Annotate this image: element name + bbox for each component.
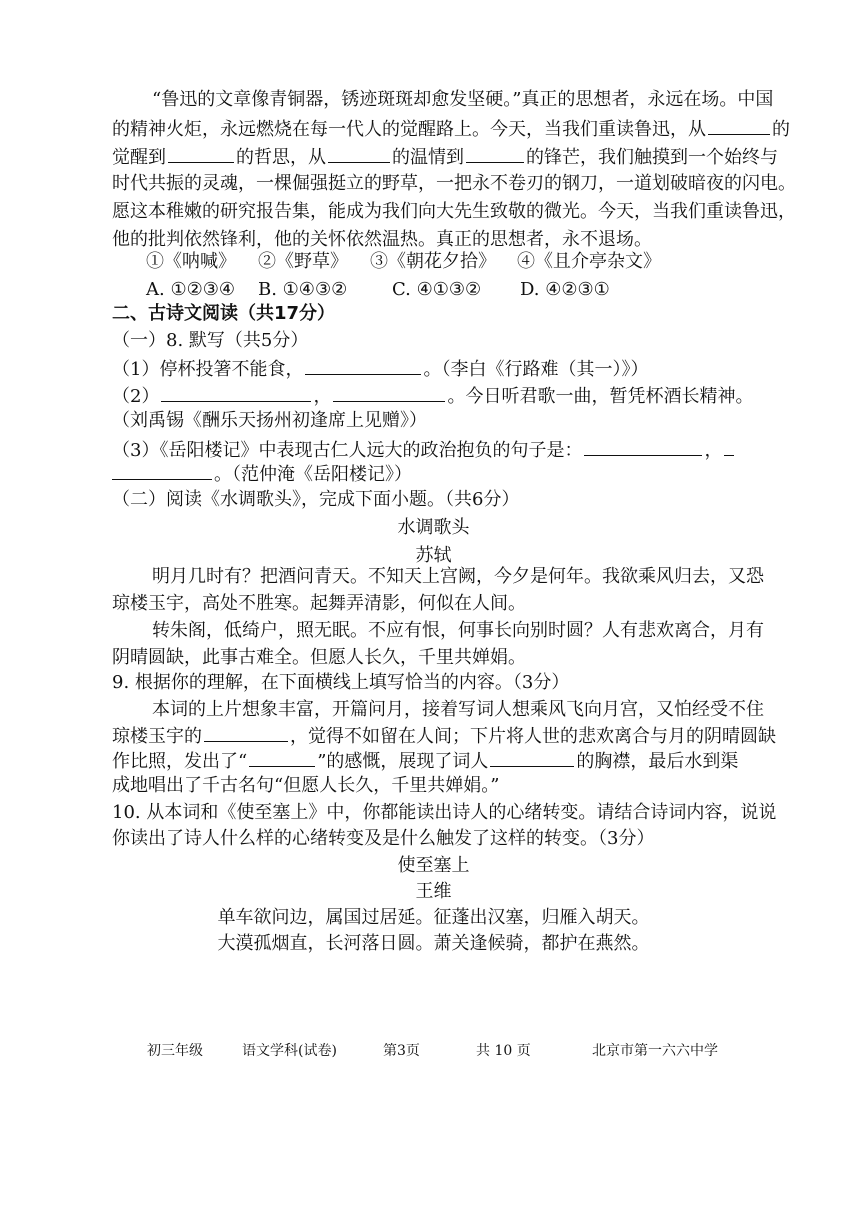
passage-text: 的精神火炬，永远燃烧在每一代人的觉醒路上。今天，当我们重读鲁迅，从 bbox=[112, 119, 706, 140]
poem-line: 明月几时有？把酒问青天。不知天上宫阙，今夕是何年。我欲乘风归去，又恐 bbox=[152, 566, 764, 587]
question-text: 的胸襟，最后水到渠 bbox=[576, 751, 739, 772]
question-text: ， bbox=[704, 440, 723, 461]
question-text: 。（范仲淹《岳阳楼记》） bbox=[214, 464, 412, 485]
question-9-line bbox=[112, 748, 738, 774]
work-item-1: ①《呐喊》 bbox=[146, 251, 236, 272]
answer-blank[interactable] bbox=[204, 723, 288, 742]
question-8-1 bbox=[112, 356, 648, 382]
part-heading: （二）阅读《水调歌头》，完成下面小题。（共6分） bbox=[112, 489, 520, 510]
passage-text: 的锋芒，我们触摸到一个始终与 bbox=[526, 147, 778, 168]
option-d[interactable]: D. ④②③① bbox=[520, 279, 610, 300]
question-text: ，觉得不如留在人间；下片将人世的悲欢离合与月的阴晴圆缺 bbox=[290, 726, 776, 747]
question-9-line bbox=[112, 723, 776, 749]
work-item-3: ③《朝花夕拾》 bbox=[370, 251, 496, 272]
poem-author: 苏轼 bbox=[415, 545, 452, 566]
poem-line: 阴晴圆缺，此事古难全。但愿人长久，千里共婵娟。 bbox=[112, 647, 526, 668]
section-title: 二、古诗文阅读（共17分） bbox=[112, 303, 336, 324]
question-text: （2） bbox=[112, 386, 160, 407]
footer-school: 北京市第一六六中学 bbox=[592, 1043, 718, 1059]
question-8-3-cont bbox=[112, 461, 412, 487]
passage-line-3 bbox=[112, 144, 778, 170]
answer-blank[interactable] bbox=[112, 461, 212, 480]
passage-line-6: 他的批判依然锋利，他的关怀依然温热。真正的思想者，永不退场。 bbox=[112, 229, 652, 250]
part-heading: （一）8. 默写（共5分） bbox=[112, 330, 309, 351]
answer-blank[interactable] bbox=[490, 748, 574, 767]
answer-blank[interactable] bbox=[328, 144, 390, 163]
poem-title: 水调歌头 bbox=[397, 517, 470, 538]
work-item-4: ④《且介亭杂文》 bbox=[517, 251, 661, 272]
question-text: ， bbox=[313, 386, 332, 407]
question-text: 。今日听君歌一曲，暂凭杯酒长精神。 bbox=[447, 386, 754, 407]
option-a[interactable]: A. ①②③④ bbox=[146, 279, 235, 300]
question-text: （1）停杯投箸不能食， bbox=[112, 359, 304, 380]
question-text: 。（李白《行路难（其一）》） bbox=[423, 359, 649, 380]
answer-blank[interactable] bbox=[724, 437, 734, 456]
footer-subject: 语文学科(试卷) bbox=[242, 1043, 337, 1059]
question-8-2-source: （刘禹锡《酬乐天扬州初逢席上见赠》） bbox=[112, 410, 427, 431]
question-9-line: 成地唱出了千古名句“但愿人长久，千里共婵娟。” bbox=[112, 775, 500, 796]
passage-text: 的 bbox=[772, 119, 790, 140]
question-text: 作比照，发出了“ bbox=[112, 751, 248, 772]
passage-text: 的温情到 bbox=[392, 147, 464, 168]
passage-line-1: “鲁迅的文章像青铜器，锈迹斑斑却愈发坚硬。”真正的思想者，永远在场。中国 bbox=[152, 89, 774, 110]
work-item-2: ②《野草》 bbox=[258, 251, 348, 272]
poem-line: 大漠孤烟直，长河落日圆。萧关逢候骑，都护在燕然。 bbox=[217, 933, 650, 954]
passage-line-5: 愿这本稚嫩的研究报告集，能成为我们向大先生致敬的微光。今天，当我们重读鲁迅， bbox=[112, 201, 796, 222]
question-9-line: 本词的上片想象丰富，开篇问月，接着写词人想乘风飞向月宫，又怕经受不住 bbox=[152, 699, 764, 720]
passage-line-4: 时代共振的灵魂，一棵倔强挺立的野草，一把永不卷刃的钢刀，一道划破暗夜的闪电。 bbox=[112, 173, 796, 194]
poem-title: 使至塞上 bbox=[397, 855, 470, 876]
answer-blank[interactable] bbox=[305, 356, 421, 375]
answer-blank[interactable] bbox=[333, 383, 445, 402]
footer-grade: 初三年级 bbox=[147, 1043, 203, 1059]
question-9-stem: 9. 根据你的理解，在下面横线上填写恰当的内容。（3分） bbox=[112, 672, 570, 693]
answer-blank[interactable] bbox=[249, 748, 315, 767]
passage-text: 觉醒到 bbox=[112, 147, 166, 168]
option-c[interactable]: C. ④①③② bbox=[392, 279, 482, 300]
question-8-3 bbox=[112, 437, 736, 463]
answer-blank[interactable] bbox=[466, 144, 524, 163]
passage-line-2 bbox=[112, 116, 790, 142]
poem-line: 单车欲问边，属国过居延。征蓬出汉塞，归雁入胡天。 bbox=[217, 907, 650, 928]
answer-blank[interactable] bbox=[584, 437, 702, 456]
footer-total: 共 10 页 bbox=[476, 1043, 531, 1059]
option-b[interactable]: B. ①④③② bbox=[258, 279, 348, 300]
question-text: 琼楼玉宇的 bbox=[112, 726, 202, 747]
question-10-stem: 10. 从本词和《使至塞上》中，你都能读出诗人的心绪转变。请结合诗词内容，说说 bbox=[112, 802, 777, 823]
answer-blank[interactable] bbox=[708, 116, 770, 135]
question-text: （3）《岳阳楼记》中表现古仁人远大的政治抱负的句子是： bbox=[112, 440, 583, 461]
passage-text: 的哲思，从 bbox=[236, 147, 326, 168]
poem-line: 转朱阁，低绮户，照无眠。不应有恨，何事长向别时圆？人有悲欢离合，月有 bbox=[152, 620, 764, 641]
answer-blank[interactable] bbox=[168, 144, 234, 163]
answer-blank[interactable] bbox=[161, 383, 311, 402]
poem-author: 王维 bbox=[415, 881, 452, 902]
footer-page: 第3页 bbox=[383, 1043, 420, 1059]
question-8-2 bbox=[112, 383, 753, 409]
question-10-stem: 你读出了诗人什么样的心绪转变及是什么触发了这样的转变。（3分） bbox=[112, 828, 655, 849]
question-text: ”的感慨，展现了词人 bbox=[317, 751, 489, 772]
poem-line: 琼楼玉宇，高处不胜寒。起舞弄清影，何似在人间。 bbox=[112, 593, 526, 614]
